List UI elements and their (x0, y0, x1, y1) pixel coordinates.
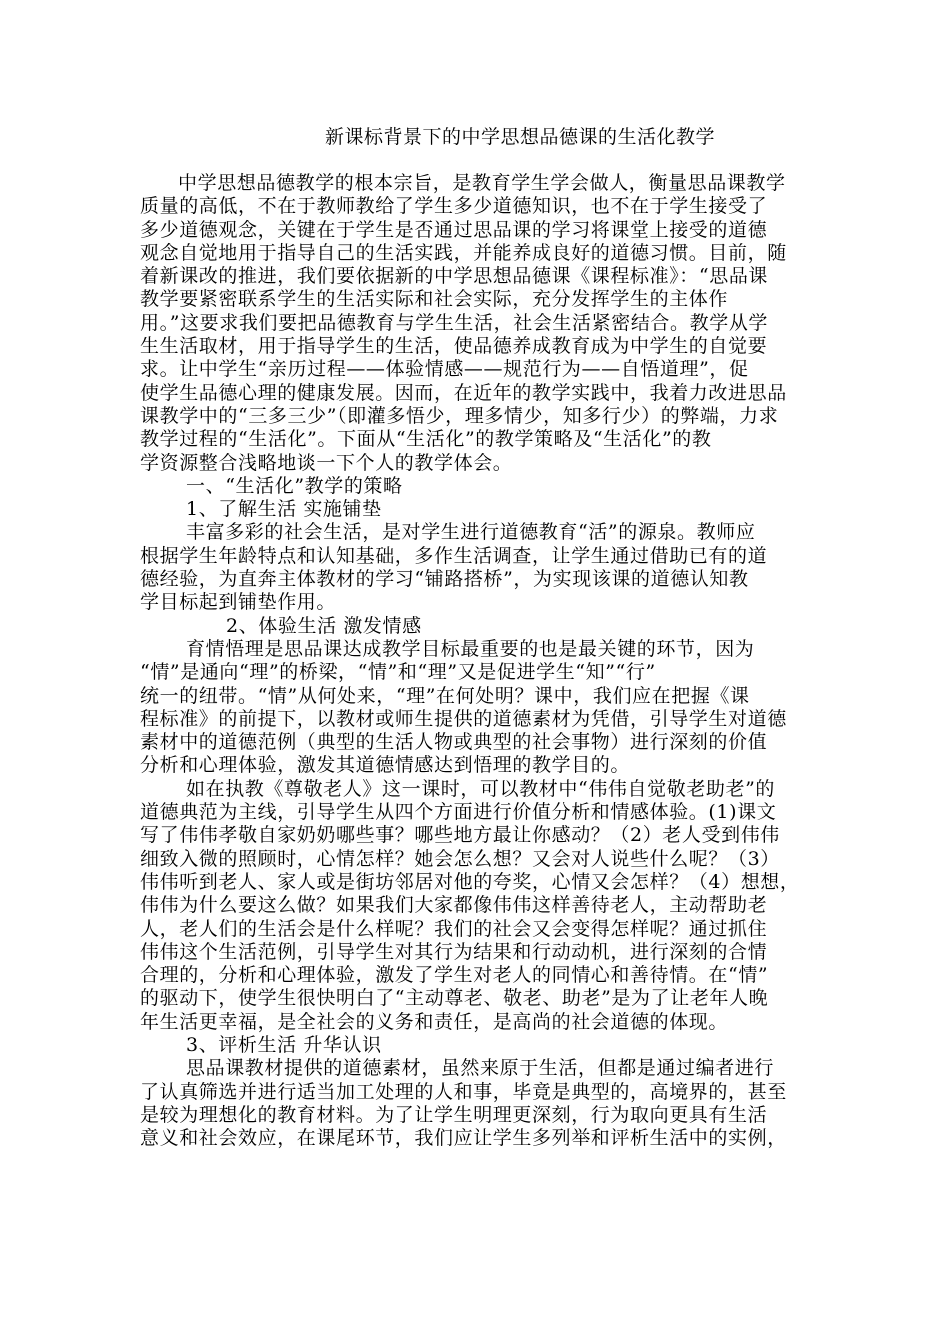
text-line: 教学过程的“生活化”。下面从“生活化”的教学策略及“生活化”的教 (140, 428, 712, 451)
text-line: 道德典范为主线，引导学生从四个方面进行价值分析和情感体验。(1)课文 (140, 801, 777, 824)
text-line: 根据学生年龄特点和认知基础，多作生活调查，让学生通过借助已有的道 (140, 544, 768, 567)
text-line: 1、了解生活 实施铺垫 (186, 498, 382, 521)
text-line: 德经验，为直奔主体教材的学习“铺路搭桥”，为实现该课的道德认知教 (140, 568, 749, 591)
text-line: 合理的，分析和心理体验，激发了学生对老人的同情心和善待情。在“情” (140, 964, 769, 987)
text-line: 如在执教《尊敬老人》这一课时，可以教材中“伟伟自觉敬老助老”的 (186, 777, 776, 800)
text-line: 分析和心理体验，激发其道德情感达到悟理的教学目的。 (140, 754, 631, 777)
text-line: 多少道德观念，关键在于学生是否通过思品课的学习将课堂上接受的道德 (140, 218, 768, 241)
text-line: 思品课教材提供的道德素材，虽然来原于生活，但都是通过编者进行 (186, 1057, 775, 1080)
text-line: 观念自觉地用于指导自己的生活实践，并能养成良好的道德习惯。目前，随 (140, 241, 787, 264)
text-line: 一、“生活化”教学的策略 (186, 474, 403, 497)
text-line: 丰富多彩的社会生活，是对学生进行道德教育“活”的源泉。教师应 (186, 521, 756, 544)
text-line: 使学生品德心理的健康发展。因而，在近年的教学实践中，我着力改进思品 (140, 381, 787, 404)
text-line: 学资源整合浅略地谈一下个人的教学体会。 (140, 451, 513, 474)
document-body (140, 172, 810, 1150)
text-line: 生生活取材，用于指导学生的生活，使品德养成教育成为中学生的自觉要 (140, 335, 768, 358)
text-line: 细致入微的照顾时，心情怎样？她会怎么想？又会对人说些什么呢？（3） (140, 847, 780, 870)
text-line: 了认真筛选并进行适当加工处理的人和事，毕竟是典型的，高境界的，甚至 (140, 1080, 787, 1103)
text-line: 用。”这要求我们要把品德教育与学生生活，社会生活紧密结合。教学从学 (140, 311, 769, 334)
text-line: 质量的高低，不在于教师教给了学生多少道德知识，也不在于学生接受了 (140, 195, 768, 218)
text-line: 伟伟听到老人、家人或是街坊邻居对他的夸奖，心情又会怎样？（4）想想， (140, 870, 800, 893)
text-line: 意义和社会效应，在课尾环节，我们应让学生多列举和评析生活中的实例， (140, 1127, 787, 1150)
text-line: 学目标起到铺垫作用。 (140, 591, 337, 614)
text-line: 人，老人们的生活会是什么样呢？我们的社会又会变得怎样呢？通过抓住 (140, 917, 768, 940)
text-line: 求。让中学生“亲历过程——体验情感——规范行为——自悟道理”，促 (140, 358, 749, 381)
text-line: 素材中的道德范例（典型的生活人物或典型的社会事物）进行深刻的价值 (140, 731, 768, 754)
text-line: 程标准》的前提下，以教材或师生提供的道德素材为凭借，引导学生对道德 (140, 707, 787, 730)
text-line: 3、评析生活 升华认识 (186, 1033, 382, 1056)
text-line: 教学要紧密联系学生的生活实际和社会实际，充分发挥学生的主体作 (140, 288, 729, 311)
text-line: 年生活更幸福，是全社会的义务和责任，是高尚的社会道德的体现。 (140, 1010, 729, 1033)
document-title: 新课标背景下的中学思想品德课的生活化教学 (324, 126, 715, 148)
text-line: 中学思想品德教学的根本宗旨，是教育学生学会做人，衡量思品课教学 (178, 172, 786, 194)
text-line: 统一的纽带。“情”从何处来，“理”在何处明？课中，我们应在把握《课 (140, 684, 750, 707)
text-line: 的驱动下，使学生很快明白了“主动尊老、敬老、助老”是为了让老年人晚 (140, 987, 769, 1010)
text-line: 是较为理想化的教育材料。为了让学生明理更深刻，行为取向更具有生活 (140, 1103, 768, 1126)
text-line: 课教学中的“三多三少”（即灌多悟少，理多情少，知多行少）的弊端，力求 (140, 404, 779, 427)
text-line: 着新课改的推进，我们要依据新的中学思想品德课《课程标准》：“思品课 (140, 265, 769, 288)
text-line: 2、体验生活 激发情感 (226, 614, 422, 637)
text-line: 伟伟这个生活范例，引导学生对其行为结果和行动动机，进行深刻的合情 (140, 940, 768, 963)
text-line: 伟伟为什么要这么做？如果我们大家都像伟伟这样善待老人，主动帮助老 (140, 894, 768, 917)
text-line: 写了伟伟孝敬自家奶奶哪些事？哪些地方最让你感动？（2）老人受到伟伟 (140, 824, 780, 847)
text-line: 育情悟理是思品课达成教学目标最重要的也是最关键的环节，因为 (186, 637, 755, 660)
text-line: “情”是通向“理”的桥梁，“情”和“理”又是促进学生“知”“行” (140, 661, 656, 684)
